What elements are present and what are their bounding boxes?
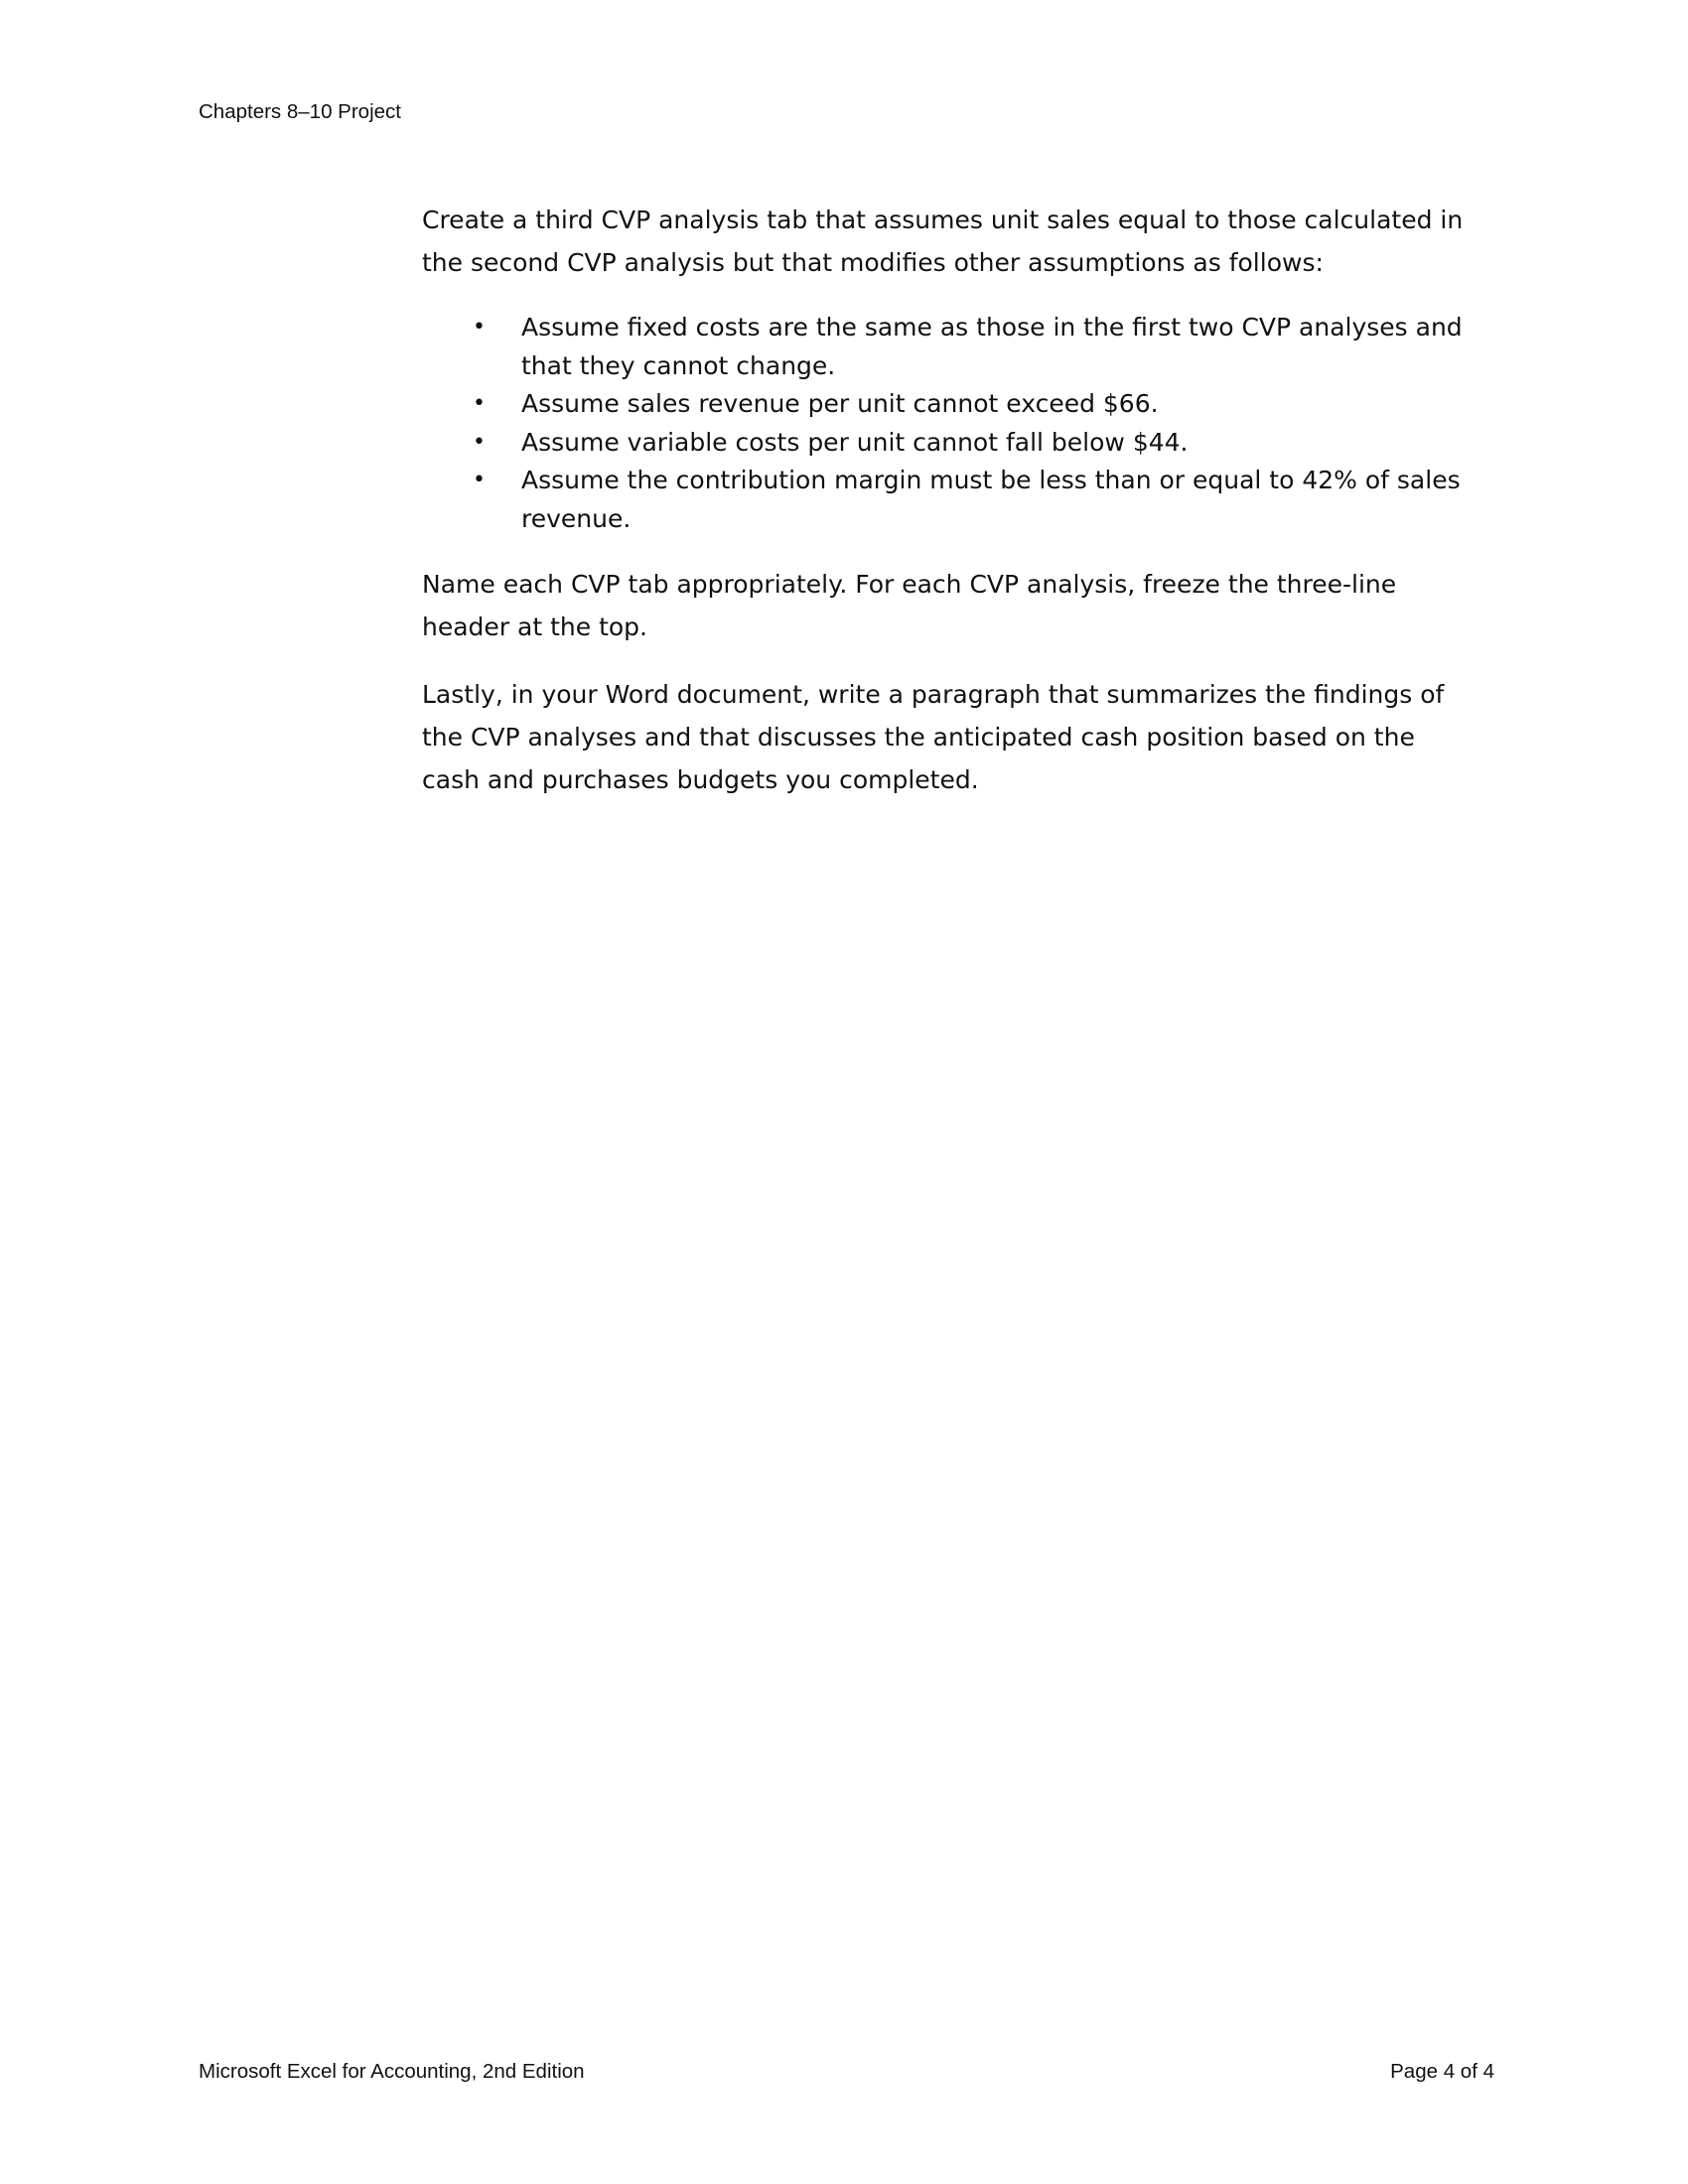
- list-item: [422, 424, 1475, 463]
- document-body: [422, 199, 1475, 801]
- footer-page-number: Page 4 of 4: [1390, 2060, 1494, 2083]
- bullet-icon: •: [473, 429, 486, 455]
- assumptions-list: [422, 309, 1475, 538]
- list-item: [422, 385, 1475, 424]
- list-item: [422, 309, 1475, 385]
- freeze-header-paragraph: Name each CVP tab appropriately. For each CVP analysis, freeze the three-line header at the top.: [422, 570, 1397, 641]
- footer-book-title: Microsoft Excel for Accounting, 2nd Edition: [199, 2060, 585, 2083]
- closing-paragraph: Lastly, in your Word document, write a paragraph that summarizes the findings of the CVP analyses and that discusses the anticipated cash position based on the cash and purchases budgets you completed.: [422, 680, 1445, 794]
- intro-paragraph: Create a third CVP analysis tab that assumes unit sales equal to those calculated in the second CVP analysis but that modifies other assumptions as follows:: [422, 205, 1464, 277]
- list-item-text: Assume sales revenue per unit cannot exceed $66.: [521, 389, 1159, 418]
- bullet-icon: •: [473, 315, 486, 340]
- running-header: Chapters 8–10 Project: [199, 100, 401, 123]
- bullet-icon: •: [473, 468, 486, 492]
- list-item-text: Assume fixed costs are the same as those in the first two CVP analyses and that they cannot change.: [521, 313, 1463, 380]
- bullet-icon: •: [473, 391, 486, 416]
- list-item-text: Assume the contribution margin must be less than or equal to 42% of sales revenue.: [521, 466, 1461, 533]
- list-item: [422, 462, 1475, 538]
- list-item-text: Assume variable costs per unit cannot fall below $44.: [521, 427, 1189, 457]
